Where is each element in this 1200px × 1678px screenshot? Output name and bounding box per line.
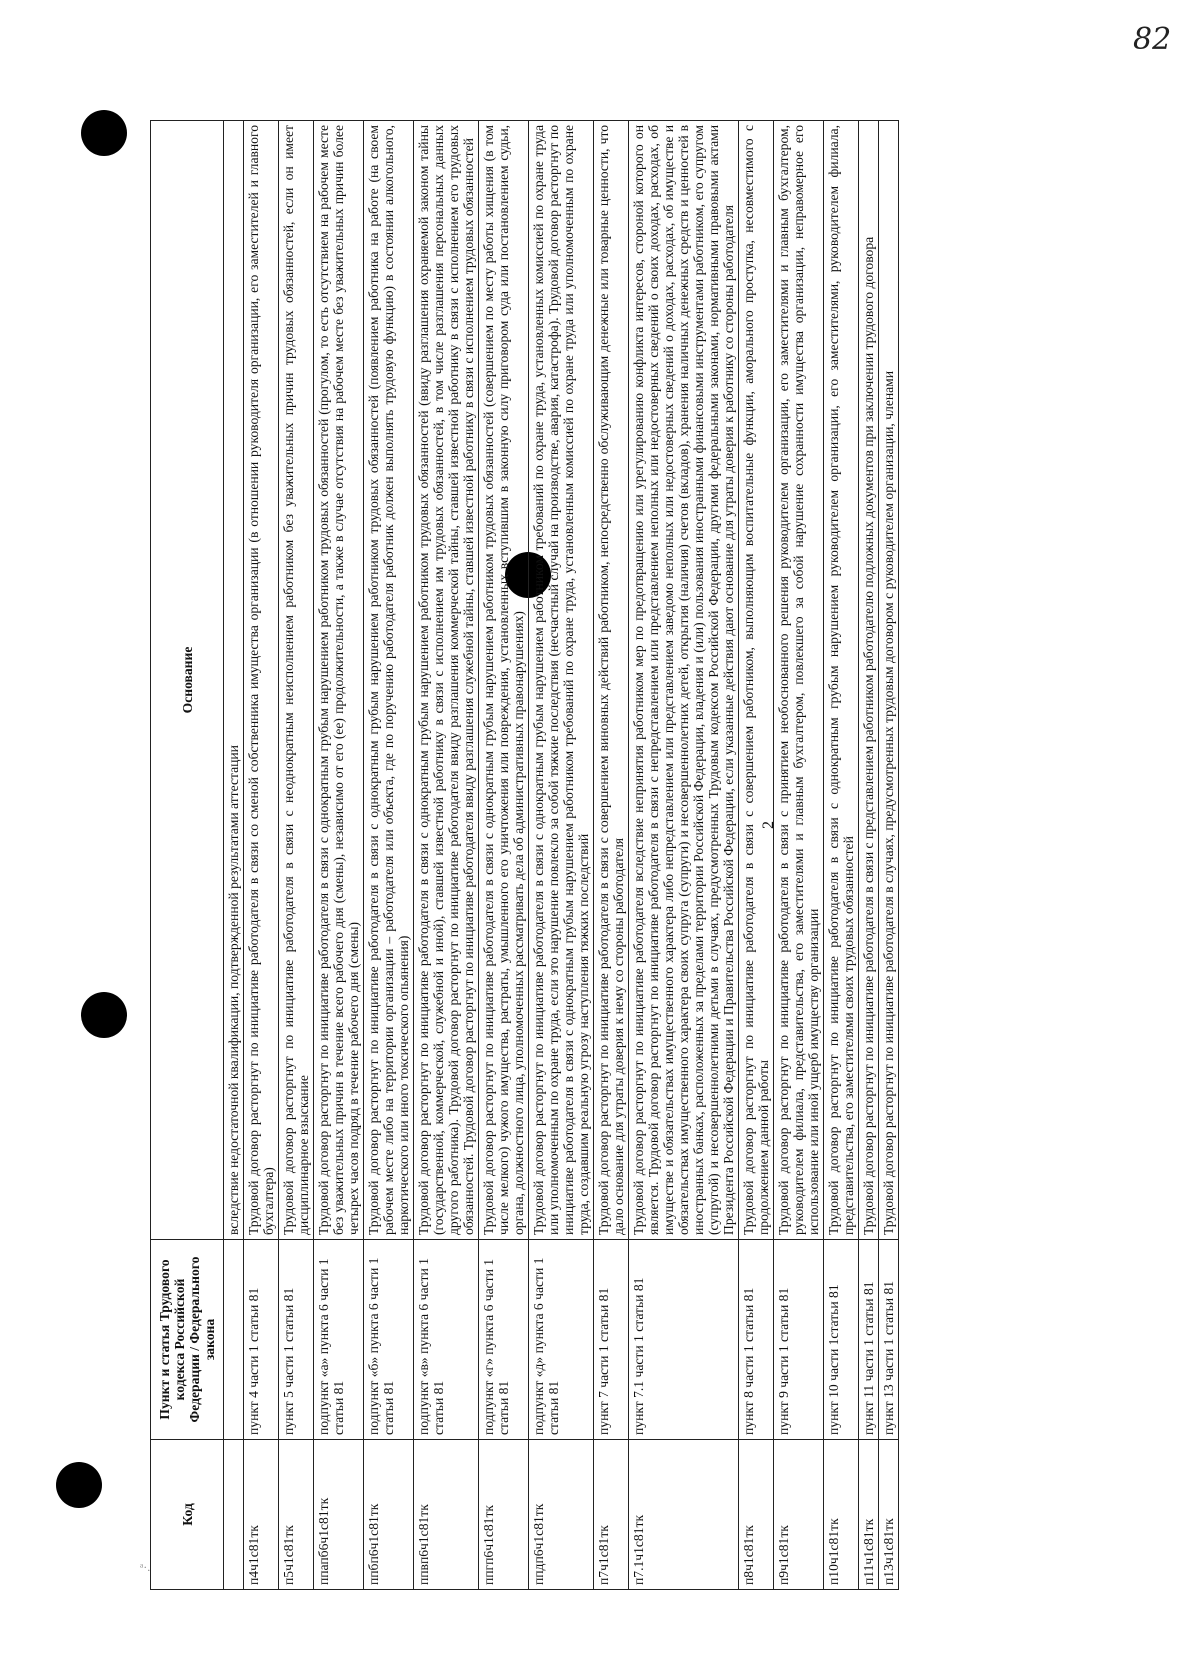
header-code: Код — [151, 1440, 224, 1590]
reason-cell: Трудовой договор расторгнут по инициативе работодателя в связи с неоднократным неисполнением работником без уважительных причин трудовых обязанностей, если он имеет дисциплинарное взыскание — [279, 121, 314, 1240]
punch-hole — [81, 110, 127, 156]
page-number: 2 — [760, 821, 777, 829]
reason-cell: Трудовой договор расторгнут по инициативе работодателя в связи с однократным грубым нарушением работником требований по охране труда, установленных комиссией по охране труда или уполномоченным по охране труда, если это нарушение повлекло за собой тяжкие последствия (несчастный случай на производстве, авария, катастрофа). Трудовой договор расторгнут по инициативе работодателя в связи с однократным грубым нарушением работником требований по охране труда, установленным комиссией по охране труда или уполномоченным по охране труда, создавшим реальную угрозу наступления тяжких последствий — [529, 121, 594, 1240]
table-row — [594, 121, 629, 1590]
code-cell: ппгп6ч1с81тк — [479, 1440, 529, 1590]
article-cell: подпункт «д» пункта 6 части 1 статьи 81 — [529, 1240, 594, 1440]
table-row — [279, 121, 314, 1590]
article-cell: подпункт «б» пункта 6 части 1 статьи 81 — [364, 1240, 414, 1440]
handwritten-page-number: 82 — [1133, 22, 1172, 57]
article-cell: пункт 5 части 1 статьи 81 — [279, 1240, 314, 1440]
table-row — [244, 121, 279, 1590]
article-cell: пункт 4 части 1 статьи 81 — [244, 1240, 279, 1440]
rotated-table-wrapper — [150, 120, 1150, 1590]
table-row — [314, 121, 364, 1590]
reason-cell: Трудовой договор расторгнут по инициативе работодателя в связи с принятием необоснованного решения руководителем организации, его заместителями и главным бухгалтером, руководителем филиала, представительства, его заместителями и главным бухгалтером, повлекшего за собой нарушение сохранности имущества организации, неправомерное его использование или иной ущерб имуществу организации — [774, 121, 824, 1240]
reason-cell: Трудовой договор расторгнут по инициативе работодателя вследствие непринятия работником мер по предотвращению или урегулированию конфликта интересов, стороной которого он является. Трудовой договор расторгнут по инициативе работодателя в связи с непредставлением или представлением неполных или недостоверных сведений о своих доходах, расходах, об имуществе и обязательствах имущественного характера либо непредставлением или представлением заведомо неполных или недостоверных сведений о доходах, расходах, об имуществе и обязательствах имущественного характера своих супруга (супруги) и несовершеннолетних детей, открытия (наличия) счетов (вкладов), хранения наличных денежных средств и ценностей в иностранных банках, расположенных за пределами территории Российской Федерации, владения и (или) пользования иностранными финансовыми инструментами работником, его супругом (супругой) и несовершеннолетними детьми в случаях, предусмотренных Трудовым кодексом Российской Федерации, другими федеральными законами, нормативными правовыми актами Президента Российской Федерации и Правительства Российской Федерации, если указанные действия дают основание для утраты доверия к работнику со стороны работодателя — [629, 121, 739, 1240]
reason-cell: Трудовой договор расторгнут по инициативе работодателя в связи с совершением виновных действий работником, непосредственно обслуживающим денежные или товарные ценности, что дало основание для утраты доверия к нему со стороны работодателя — [594, 121, 629, 1240]
code-cell: п5ч1с81тк — [279, 1440, 314, 1590]
reason-cell: Трудовой договор расторгнут по инициативе работодателя в связи с представлением работником работодателю подложных документов при заключении трудового договора — [859, 121, 879, 1240]
code-cell: ппвп6ч1с81тк — [414, 1440, 479, 1590]
table-row — [879, 121, 899, 1590]
code-cell: п8ч1с81тк — [739, 1440, 774, 1590]
code-cell: п7.1ч1с81тк — [629, 1440, 739, 1590]
table-row — [859, 121, 879, 1590]
article-cell: пункт 7.1 части 1 статьи 81 — [629, 1240, 739, 1440]
reason-cell: Трудовой договор расторгнут по инициативе работодателя в связи со сменой собственника имущества организации (в отношении руководителя организации, его заместителей и главного бухгалтера) — [244, 121, 279, 1240]
code-cell: п10ч1с81тк — [824, 1440, 859, 1590]
reason-cell: Трудовой договор расторгнут по инициативе работодателя в случаях, предусмотренных трудовым договором с руководителем организации, членами — [879, 121, 899, 1240]
article-cell: подпункт «а» пункта 6 части 1 статьи 81 — [314, 1240, 364, 1440]
code-cell: ппапб6ч1с81тк — [314, 1440, 364, 1590]
header-article: Пункт и статья Трудового кодекса Российской Федерации / Федерального закона — [151, 1240, 224, 1440]
table-row — [774, 121, 824, 1590]
code-cell: п7ч1с81тк — [594, 1440, 629, 1590]
article-cell: подпункт «г» пункта 6 части 1 статьи 81 — [479, 1240, 529, 1440]
codes-table — [150, 120, 899, 1590]
table-row — [364, 121, 414, 1590]
scan-mark: ᵃ·. — [140, 1560, 151, 1574]
reason-cell: Трудовой договор расторгнут по инициативе работодателя в связи с однократным грубым нарушением работником трудовых обязанностей (ввиду разглашения охраняемой законом тайны (государственной, коммерческой, служебной и иной), ставшей известной работнику в связи с исполнением им трудовых обязанностей, в том числе разглашения персональных данных другого работника). Трудовой договор расторгнут по инициативе работодателя ввиду разглашения коммерческой тайны, ставшей известной работнику в связи с исполнением его трудовых обязанностей. Трудовой договор расторгнут по инициативе работодателя ввиду разглашения служебной тайны, ставшей известной работнику в связи с исполнением трудовых обязанностей — [414, 121, 479, 1240]
table-row — [414, 121, 479, 1590]
header-reason: Основание — [151, 121, 224, 1240]
article-cell: пункт 10 части 1статьи 81 — [824, 1240, 859, 1440]
table-row — [629, 121, 739, 1590]
code-cell: ппдп6ч1с81тк — [529, 1440, 594, 1590]
punch-hole — [81, 992, 127, 1038]
reason-cell: Трудовой договор расторгнут по инициативе работодателя в связи с однократным грубым нарушением работником трудовых обязанностей (появлением работника на работе (на своем рабочем месте либо на территории организации – работодателя или объекта, где по поручению работодателя работник должен выполнять трудовую функцию) в состоянии алкогольного, наркотического или иного токсического опьянения) — [364, 121, 414, 1240]
code-cell — [224, 1440, 244, 1590]
table-row — [739, 121, 774, 1590]
article-cell: пункт 7 части 1 статьи 81 — [594, 1240, 629, 1440]
article-cell: подпункт «в» пункта 6 части 1 статьи 81 — [414, 1240, 479, 1440]
code-cell: ппбп6ч1с81тк — [364, 1440, 414, 1590]
article-cell: пункт 9 части 1 статьи 81 — [774, 1240, 824, 1440]
code-cell: п13ч1с81тк — [879, 1440, 899, 1590]
punch-hole — [56, 1462, 102, 1508]
article-cell: пункт 11 части 1 статьи 81 — [859, 1240, 879, 1440]
reason-cell: Трудовой договор расторгнут по инициативе работодателя в связи с совершением работником, выполняющим воспитательные функции, аморального проступка, несовместимого с продолжением данной работы — [739, 121, 774, 1240]
table-row — [224, 121, 244, 1590]
code-cell: п4ч1с81тк — [244, 1440, 279, 1590]
article-cell: пункт 8 части 1 статьи 81 — [739, 1240, 774, 1440]
reason-cell: Трудовой договор расторгнут по инициативе работодателя в связи с однократным грубым нарушением работником трудовых обязанностей (прогулом, то есть отсутствием на рабочем месте без уважительных причин в течение всего рабочего дня (смены), независимо от его (ее) продолжительности, а также в случае отсутствия на рабочем месте без уважительных причин более четырех часов подряд в течение рабочего дня (смены) — [314, 121, 364, 1240]
code-cell: п11ч1с81тк — [859, 1440, 879, 1590]
table-row — [529, 121, 594, 1590]
table-row — [824, 121, 859, 1590]
reason-cell: Трудовой договор расторгнут по инициативе работодателя в связи с однократным грубым нарушением руководителем организации, его заместителями, руководителем филиала, представительства, его заместителями своих трудовых обязанностей — [824, 121, 859, 1240]
article-cell: пункт 13 части 1 статьи 81 — [879, 1240, 899, 1440]
reason-cell: вследствие недостаточной квалификации, подтвержденной результатами аттестации — [224, 121, 244, 1240]
table-row — [479, 121, 529, 1590]
article-cell — [224, 1240, 244, 1440]
reason-cell: Трудовой договор расторгнут по инициативе работодателя в связи с однократным грубым нарушением работником трудовых обязанностей (совершением по месту работы хищения (в том числе мелкого) чужого имущества, растраты, умышленного его уничтожения или повреждения, установленных вступившим в законную силу приговором суда или постановлением судьи, органа, должностного лица, уполномоченных рассматривать дела об административных правонарушениях) — [479, 121, 529, 1240]
table-header-row — [151, 121, 224, 1590]
code-cell: п9ч1с81тк — [774, 1440, 824, 1590]
